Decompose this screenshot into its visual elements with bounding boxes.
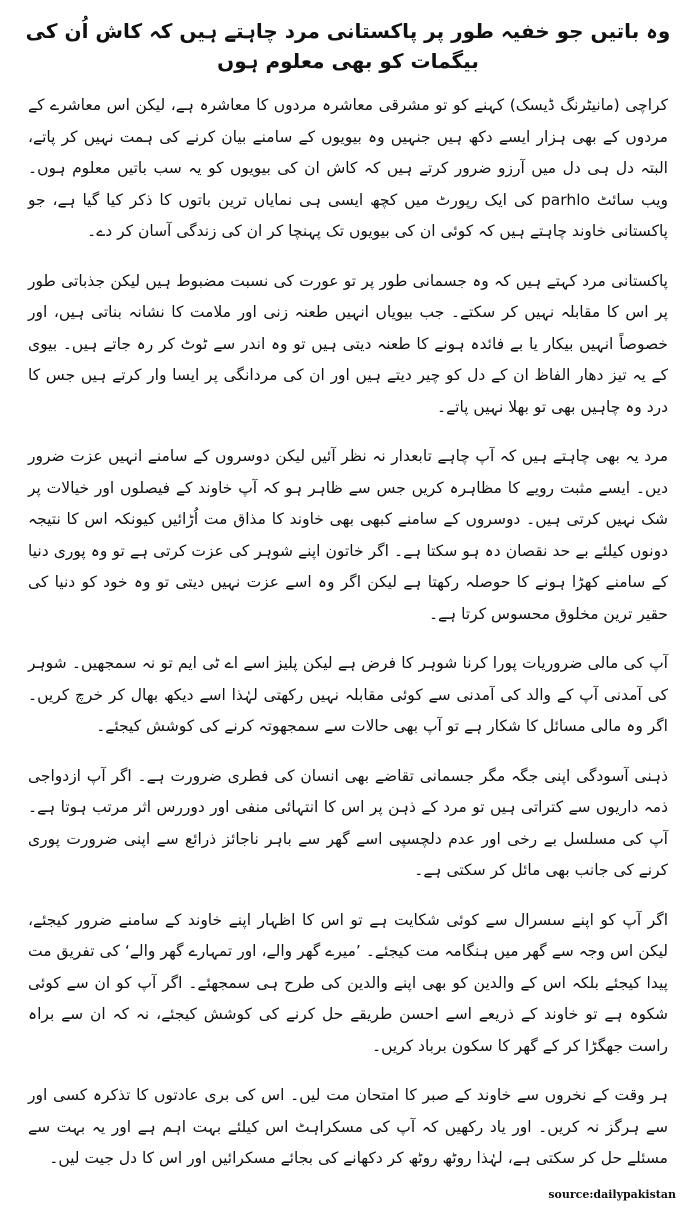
article-paragraph-4: آپ کی مالی ضروریات پورا کرنا شوہر کا فرض ہے لیکن پلیز اسے اے ٹی ایم تو نہ سمجھیں۔ شوہر کی آمدنی آپ کے والد کی آمدنی سے کوئی مقابلہ نہیں رکھتی لہٰذا اسے دیکھ بھال کر خرچ کریں۔ اگر وہ مالی مسائل کا شکار ہے تو آپ بھی حالات سے سمجھوتہ کرنے کی کوشش کیجئے۔: [28, 654, 668, 735]
article-title: وہ باتیں جو خفیہ طور پر پاکستانی مرد چاہتے ہیں کہ کاش اُن کی بیگمات کو بھی معلوم ہوں: [25, 19, 671, 73]
article-paragraph-1: کراچی (مانیٹرنگ ڈیسک) کہنے کو تو مشرقی معاشرہ مردوں کا معاشرہ ہے، لیکن اس معاشرے کے مردوں کے بھی ہزار ایسے دکھ ہیں جنہیں وہ بیویوں کے سامنے بیان کرنے کی ہمت نہیں کر پاتے، البتہ دل ہی دل میں آرزو ضرور کرتے ہیں کہ کاش ان کی بیویوں کو یہ سب باتیں معلوم ہوں۔ ویب سائٹ parhlo کی ایک رپورٹ میں کچھ ایسی ہی نمایاں ترین باتوں کا ذکر کیا گیا ہے، جو پاکستانی خاوند چاہتے ہیں کہ کوئی ان کی بیویوں تک پہنچا کر ان کی زندگی آسان کر دے۔: [28, 96, 668, 240]
article-paragraph-5: ذہنی آسودگی اپنی جگہ مگر جسمانی تقاضے بھی انسان کی فطری ضرورت ہے۔ اگر آپ ازدواجی ذمہ داریوں سے کتراتی ہیں تو مرد کے ذہن پر اس کا انتہائی منفی اور دوررس اثر مرتب ہوتا ہے۔ آپ کی مسلسل بے رخی اور عدم دلچسپی اسے گھر سے باہر ناجائز ذرائع سے اپنی ضرورت پوری کرنے کی جانب بھی مائل کر سکتی ہے۔: [28, 766, 668, 879]
article-paragraph-2: پاکستانی مرد کہتے ہیں کہ وہ جسمانی طور پر تو عورت کی نسبت مضبوط ہیں لیکن جذباتی طور پر اس کا مقابلہ نہیں کر سکتے۔ جب بیویاں انہیں طعنہ زنی اور ملامت کا نشانہ بناتی ہیں، اور خصوصاً انہیں بیکار یا بے فائدہ ہونے کا طعنہ دیتی ہیں تو وہ اندر سے ٹوٹ کر رہ جاتے ہیں۔ بیوی کے یہ تیز دھار الفاظ ان کے دل کو چیر دیتے ہیں اور ان کی مردانگی پر ایسا وار کرتے ہیں جس کا درد وہ چاہیں بھی تو بھلا نہیں پاتے۔: [28, 271, 668, 416]
article-paragraph-6: اگر آپ کو اپنے سسرال سے کوئی شکایت ہے تو اس کا اظہار اپنے خاوند کے سامنے ضرور کیجئے، لیکن اس وجہ سے گھر میں ہنگامہ مت کیجئے۔ ’میرے گھر والے، اور تمہارے گھر والے‘ کی تفریق مت پیدا کیجئے بلکہ اس کے والدین کو بھی اپنے والدین کی طرح ہی سمجھئے۔ اگر آپ کو ان سے کوئی شکوہ ہے تو خاوند کے ذریعے اسے احسن طریقے حل کرنے کی کوشش کیجئے، نہ کہ ان سے براہ راست جھگڑا کر کے گھر کا سکون برباد کریں۔: [28, 910, 668, 1055]
article-paragraph-3: مرد یہ بھی چاہتے ہیں کہ آپ چاہے تابعدار نہ نظر آئیں لیکن دوسروں کے سامنے انہیں عزت ضرور دیں۔ ایسے مثبت رویے کا مظاہرہ کریں جس سے ظاہر ہو کہ آپ خاوند کے فیصلوں اور خیالات پر شک نہیں کرتی ہیں۔ دوسروں کے سامنے کبھی بھی خاوند کا مذاق مت اُڑائیں کیونکہ اس کا نتیجہ دونوں کیلئے بے حد نقصان دہ ہو سکتا ہے۔ اگر خاتون اپنے شوہر کی عزت کرتی ہے تو وہ پوری دنیا کے سامنے کھڑا ہونے کا حوصلہ رکھتا ہے لیکن اگر وہ اسے عزت نہیں دیتی تو وہ خود کو دنیا کی حقیر ترین مخلوق محسوس کرتا ہے۔: [28, 447, 668, 623]
source-credit: source:dailypakistan: [548, 1188, 676, 1201]
article-paragraph-7: ہر وقت کے نخروں سے خاوند کے صبر کا امتحان مت لیں۔ اس کی بری عادتوں کا تذکرہ کسی اور سے ہرگز نہ کریں۔ اور یاد رکھیں کہ آپ کی مسکراہٹ اس کیلئے بہت اہم ہے اور یہ بہت سے مسئلے حل کر سکتی ہے، لہٰذا روٹھ روٹھ کر دکھانے کی بجائے مسکرائیں اور اس کا دل جیت لیں۔: [28, 1086, 668, 1167]
